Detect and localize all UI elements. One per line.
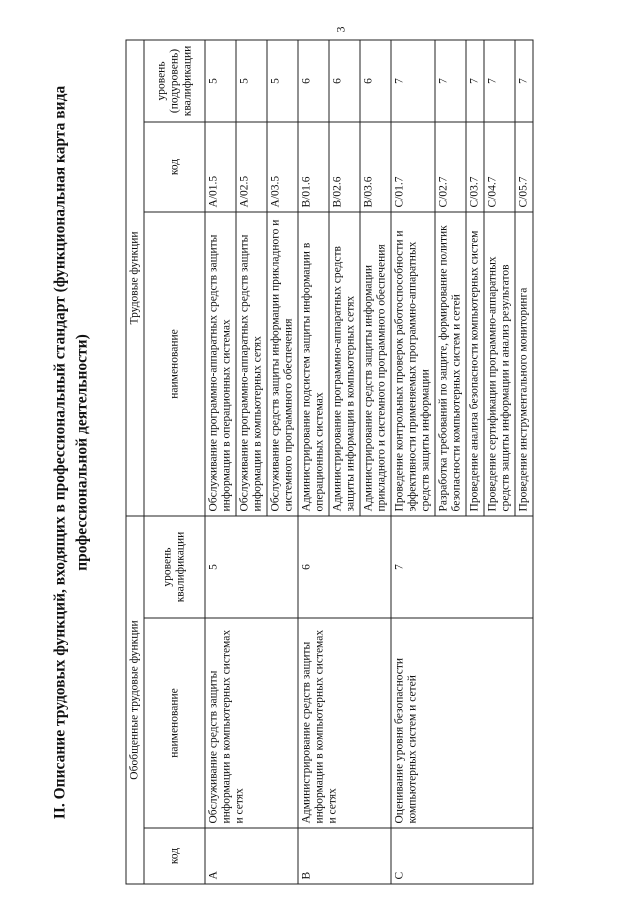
group-level-a: 5 [205, 516, 298, 618]
generalized-functions-header: Обобщенные трудовые функции [126, 516, 144, 884]
function-name: Проведение сертификации программно-аппаратных средств защиты информации и анализ результатов [484, 212, 515, 516]
function-level: 6 [360, 40, 391, 122]
group-code-c: C [391, 828, 533, 884]
group-code-a: A [205, 828, 298, 884]
table-row [298, 40, 329, 884]
function-level: 5 [205, 40, 236, 122]
function-name: Разработка требований по защите, формирование политик безопасности компьютерных систем и сетей [435, 212, 466, 516]
function-name: Администрирование программно-аппаратных средств защиты информации в компьютерных сетях [329, 212, 360, 516]
group-level-b: 6 [298, 516, 391, 618]
col-header-code: код [144, 828, 205, 884]
function-name: Проведение инструментального мониторинга [515, 212, 533, 516]
col-header-name: наименование [144, 618, 205, 828]
function-name: Обслуживание средств защиты информации прикладного и системного программного обеспечения [267, 212, 298, 516]
function-name: Проведение анализа безопасности компьютерных систем [466, 212, 484, 516]
col-header-function-code: код [144, 122, 205, 212]
section-heading [50, 13, 94, 893]
rotated-page [48, 13, 593, 893]
function-code: C/04.7 [484, 122, 515, 212]
function-level: 7 [391, 40, 435, 122]
section-heading-line-1: II. Описание трудовых функций, входящих в профессиональный стандарт (функциональная карта вида [51, 85, 69, 820]
col-header-function-level: уровень (подуровень) квалификации [144, 40, 205, 122]
function-code: A/01.5 [205, 122, 236, 212]
functional-map-table [126, 39, 534, 884]
group-name-b: Администрирование средств защиты информации в компьютерных системах и сетях [298, 618, 391, 828]
group-name-c: Оценивание уровня безопасности компьютерных систем и сетей [391, 618, 533, 828]
table-row [391, 40, 435, 884]
function-level: 7 [484, 40, 515, 122]
function-code: C/02.7 [435, 122, 466, 212]
group-code-b: B [298, 828, 391, 884]
function-level: 5 [267, 40, 298, 122]
function-name: Администрирование средств защиты информации прикладного и системного программного обеспечения [360, 212, 391, 516]
function-level: 7 [515, 40, 533, 122]
function-name: Проведение контрольных проверок работоспособности и эффективности применяемых программно-аппаратных средств защиты информации [391, 212, 435, 516]
group-name-a: Обслуживание средств защиты информации в компьютерных системах и сетях [205, 618, 298, 828]
column-header-row [144, 40, 205, 884]
function-code: C/01.7 [391, 122, 435, 212]
function-code: A/02.5 [236, 122, 267, 212]
function-code: C/05.7 [515, 122, 533, 212]
function-code: A/03.5 [267, 122, 298, 212]
col-header-function-name: наименование [144, 212, 205, 516]
labor-functions-header: Трудовые функции [126, 40, 144, 516]
function-code: B/02.6 [329, 122, 360, 212]
function-level: 6 [329, 40, 360, 122]
table-row [205, 40, 236, 884]
page-number: 3 [333, 26, 348, 33]
function-code: C/03.7 [466, 122, 484, 212]
section-heading-line-2: профессиональной деятельности) [73, 334, 91, 571]
function-level: 5 [236, 40, 267, 122]
group-level-c: 7 [391, 516, 533, 618]
col-header-level: уровень квалификации [144, 516, 205, 618]
function-level: 7 [435, 40, 466, 122]
function-name: Администрирование подсистем защиты информации в операционных системах [298, 212, 329, 516]
group-header-row [126, 40, 144, 884]
function-name: Обслуживание программно-аппаратных средств защиты информации в операционных системах [205, 212, 236, 516]
function-code: B/01.6 [298, 122, 329, 212]
function-level: 7 [466, 40, 484, 122]
function-code: B/03.6 [360, 122, 391, 212]
function-name: Обслуживание программно-аппаратных средств защиты информации в компьютерных сетях [236, 212, 267, 516]
function-level: 6 [298, 40, 329, 122]
